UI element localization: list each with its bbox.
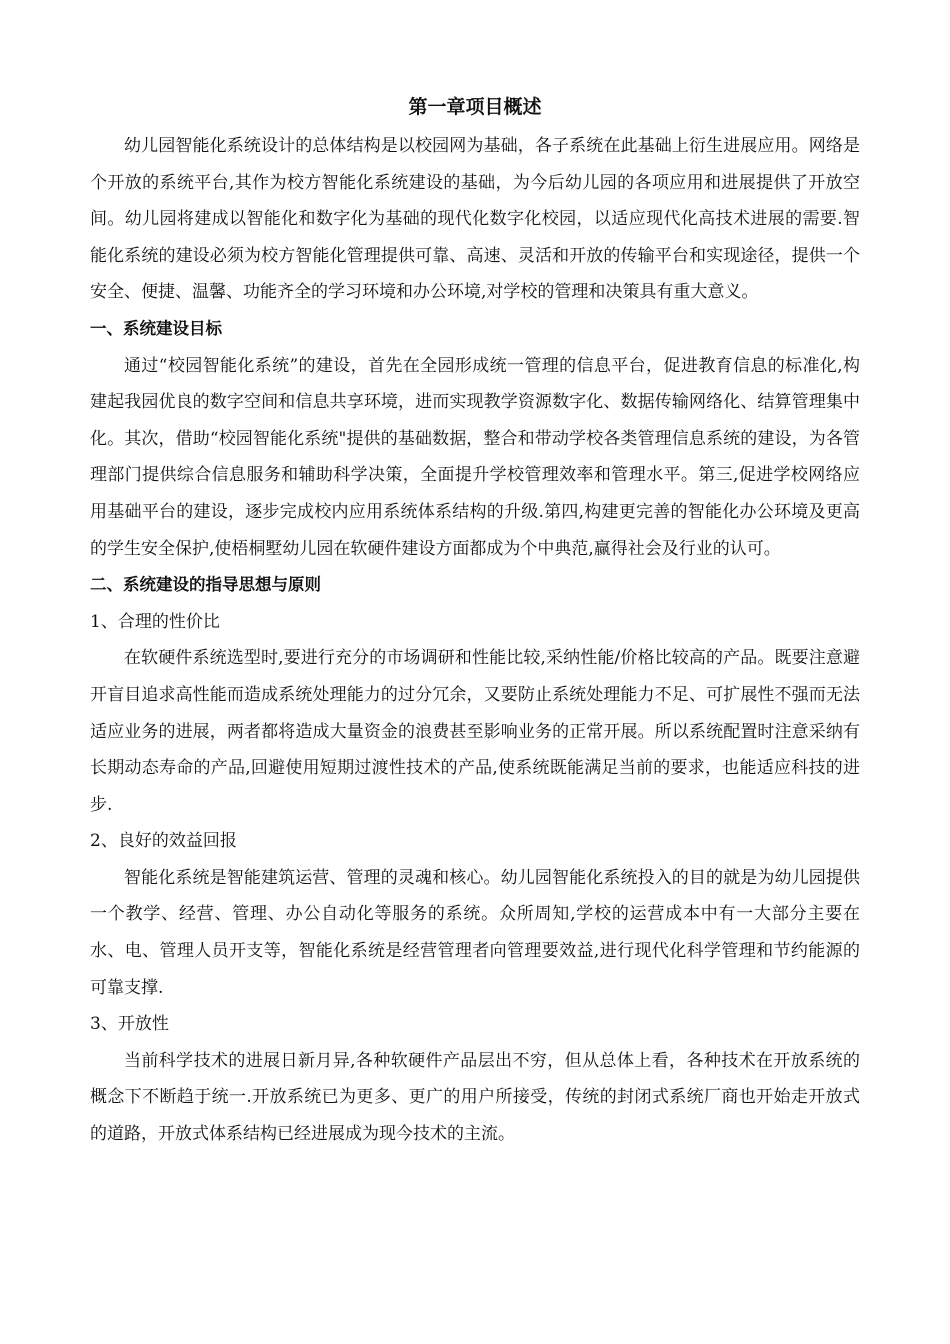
principle-1-heading: 1、合理的性价比 xyxy=(90,611,220,632)
principle-3-paragraph: 当前科学技术的进展日新月异,各种软硬件产品层出不穷，但从总体上看，各种技术在开放系统的概念下不断趋于统一.开放系统已为更多、更广的用户所接受，传统的封闭式系统厂商也开始走开放式的道路，开放式体系结构已经进展成为现今技术的主流。 xyxy=(90,1050,860,1145)
principle-3-heading: 3、开放性 xyxy=(90,1014,169,1035)
intro-paragraph: 幼儿园智能化系统设计的总体结构是以校园网为基础，各子系统在此基础上衍生进展应用。网络是个开放的系统平台,其作为校方智能化系统建设的基础，为今后幼儿园的各项应用和进展提供了开放空间。幼儿园将建成以智能化和数字化为基础的现代化数字化校园，以适应现代化高技术进展的需要.智能化系统的建设必须为校方智能化管理提供可靠、高速、灵活和开放的传输平台和实现途径，提供一个安全、便捷、温馨、功能齐全的学习环境和办公环境,对学校的管理和决策具有重大意义。 xyxy=(90,136,860,303)
document-title: 第一章项目概述 xyxy=(408,96,542,118)
section-heading-principles: 二、系统建设的指导思想与原则 xyxy=(90,575,321,595)
principle-2-heading: 2、良好的效益回报 xyxy=(90,831,237,852)
principle-2-paragraph: 智能化系统是智能建筑运营、管理的灵魂和核心。幼儿园智能化系统投入的目的就是为幼儿园提供一个教学、经营、管理、办公自动化等服务的系统。众所周知,学校的运营成本中有一大部分主要在水、电、管理人员开支等，智能化系统是经营管理者向管理要效益,进行现代化科学管理和节约能源的可靠支撑. xyxy=(90,867,860,998)
section-heading-goals: 一、系统建设目标 xyxy=(90,318,222,338)
document-page xyxy=(90,92,860,1153)
principle-1-paragraph: 在软硬件系统选型时,要进行充分的市场调研和性能比较,采纳性能/价格比较高的产品。既要注意避开盲目追求高性能而造成系统处理能力的过分冗余，又要防止系统处理能力不足、可扩展性不强而无法适应业务的进展，两者都将造成大量资金的浪费甚至影响业务的正常开展。所以系统配置时注意采纳有长期动态寿命的产品,回避使用短期过渡性技术的产品,使系统既能满足当前的要求，也能适应科技的进步. xyxy=(90,648,860,815)
goals-paragraph: 通过“校园智能化系统”的建设，首先在全园形成统一管理的信息平台，促进教育信息的标准化,构建起我园优良的数字空间和信息共享环境，进而实现教学资源数字化、数据传输网络化、结算管理集中化。其次，借助“校园智能化系统"提供的基础数据，整合和带动学校各类管理信息系统的建设，为各管理部门提供综合信息服务和辅助科学决策，全面提升学校管理效率和管理水平。第三,促进学校网络应用基础平台的建设，逐步完成校内应用系统体系结构的升级.第四,构建更完善的智能化办公环境及更高的学生安全保护,使梧桐墅幼儿园在软硬件建设方面都成为个中典范,赢得社会及行业的认可。 xyxy=(90,355,860,559)
